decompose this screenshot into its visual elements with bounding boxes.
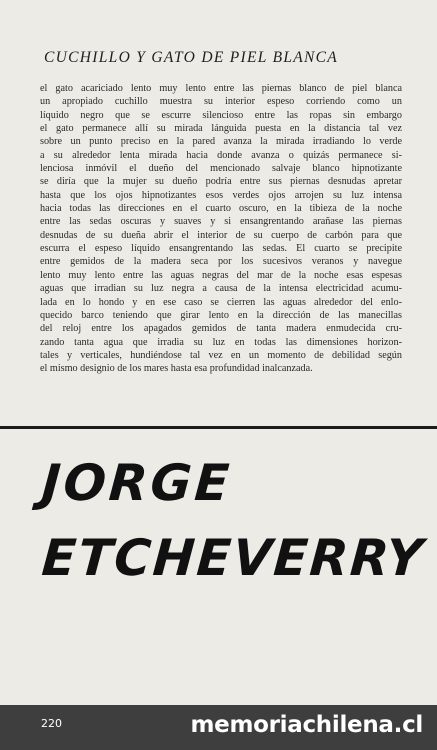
- poem-line: hacia todas las direcciones en el cuarto oscuro, en la tibieza de la noche: [40, 203, 402, 215]
- poem-line: lenciosa inmóvil el dueño del mencionado salvaje blanco hipnotizante: [40, 163, 402, 175]
- poem-line: desnudas de su dueña abrir el interior de su cuerpo de carbón para que: [40, 229, 402, 241]
- poem-line: aguas que irradian su luz negra a causa de la intensa electricidad acumu-: [40, 283, 402, 295]
- poem-line: lento muy lento entre las aguas negras del mar de la noche esas espesas: [40, 269, 402, 281]
- poem-line: líquido negro que se escurre silencioso entre las ropas sin embargo: [40, 109, 402, 121]
- poem-line: hasta que los ojos hipnotizantes esos verdes ojos arrojen su luz intensa: [40, 189, 402, 201]
- poem-line: lada en lo hondo y en ese caso se cierren las aguas alrededor del enlo-: [40, 296, 402, 308]
- poem-line: entre gemidos de la madera seca por los sucesivos veranos y navegue: [40, 256, 402, 268]
- poem-line: sobre un punto preciso en la pared avanza la mirada irradiando lo verde: [40, 136, 402, 148]
- poem-line: el gato permanece allí su mirada lánguida puesta en la distancia tal vez: [40, 123, 402, 135]
- site-watermark: memoriachilena.cl: [190, 712, 423, 738]
- poem-line: un apropiado cuchillo muestra su interior espeso corriendo como un: [40, 96, 402, 108]
- poem-line: el gato acariciado lento muy lento entre las piernas blanco de piel blanca: [40, 83, 402, 94]
- poem-title: CUCHILLO Y GATO DE PIEL BLANCA: [44, 49, 339, 66]
- poem-line: el mismo designio de los mares hasta esa profundidad inalcanzada.: [40, 363, 313, 375]
- poem-line: se diría que la mujer su dueño podría entre sus piernas desnudas apretar: [40, 176, 402, 188]
- poem-line: a su alrededor lenta mirada hacia donde avanza o quizás permanece si-: [40, 149, 402, 161]
- poem-line: del reloj entre los apagados gemidos de tanta madera enmudecida cru-: [40, 323, 402, 335]
- author-last-name: ETCHEVERRY: [39, 529, 427, 587]
- poem-body: [40, 82, 402, 376]
- page-number: 220: [41, 717, 62, 730]
- poem-line: entre las sedas oscuras y suaves y si ensangrentando arañase las piernas: [40, 216, 402, 228]
- poem-line: tales y verticales, hundiéndose tal vez en un momento de debilidad según: [40, 349, 402, 361]
- poem-line: zando tanta agua que irradia su luz en todas las dimensiones horizon-: [40, 336, 402, 348]
- author-first-name: JORGE: [39, 454, 234, 512]
- section-divider: [0, 426, 437, 429]
- poem-line: escurra el espeso líquido ensangrentando las sedas. El cuarto se precipite: [40, 243, 402, 255]
- poem-line: quecido barco teniendo que girar lento en la dirección de las manecillas: [40, 309, 402, 321]
